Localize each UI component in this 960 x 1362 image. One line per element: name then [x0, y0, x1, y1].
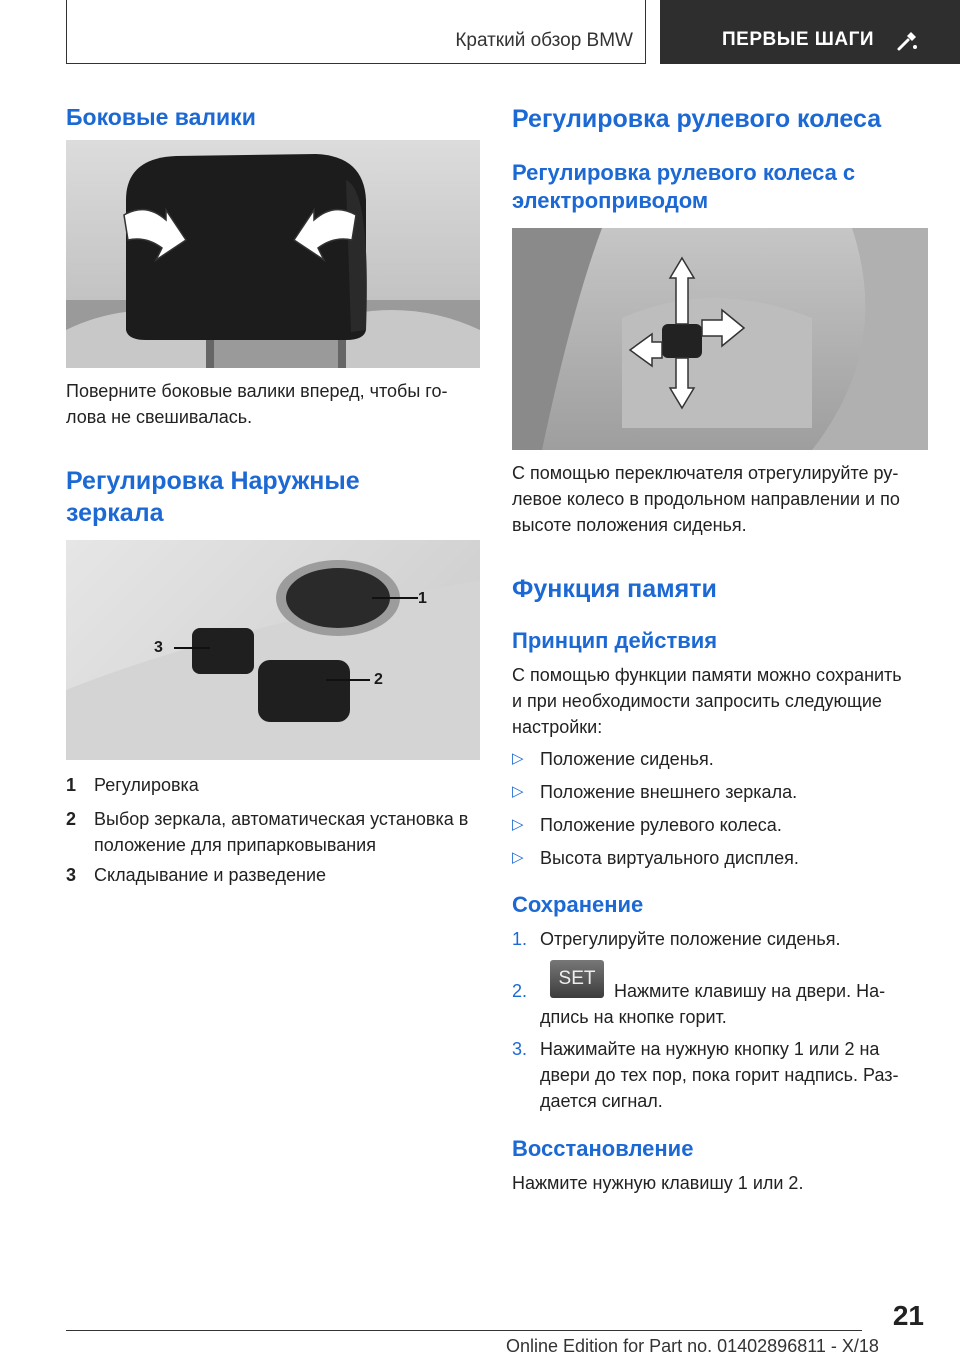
side-bolsters-text: Поверните боковые валики вперед, чтобы го- лова не свешивалась. [66, 381, 448, 427]
footer-text: Online Edition for Part no. 01402896811 - X/18 [506, 1336, 879, 1356]
list-item [512, 1036, 928, 1114]
mirrors-heading-line1: Регулировка Наружные [66, 467, 360, 495]
mirror-callout-1: 1 [418, 590, 427, 607]
list-item [66, 772, 480, 798]
bullet-text: Положение сиденья. [540, 749, 714, 769]
footer-divider [66, 1330, 862, 1331]
list-item [512, 746, 928, 772]
steering-text: С помощью переключателя отрегулируйте ру- левое колесо в продольном направлении и по высоте положения сиденья. [512, 463, 900, 535]
set-key-icon: SET [550, 960, 604, 998]
step-text: Нажимайте на нужную кнопку 1 или 2 на двери до тех пор, пока горит надпись. Раз- дается сигнал. [540, 1039, 899, 1111]
header-chapter-title: ПЕРВЫЕ ШАГИ [722, 29, 875, 50]
steering-heading: Регулировка рулевого колеса [512, 105, 882, 133]
step-text: Отрегулируйте положение сиденья. [540, 929, 841, 949]
step-number: 2. [512, 981, 528, 1001]
list-item [512, 779, 928, 805]
list-item [66, 862, 480, 888]
item-text: Складывание и разведение [94, 865, 327, 885]
list-item [512, 978, 928, 1030]
principle-heading: Принцип действия [512, 628, 718, 653]
triangle-bullet-icon: ▷ [512, 849, 524, 866]
list-item [512, 845, 928, 871]
steering-subheading-line2: электроприводом [512, 188, 709, 213]
bullet-text: Высота виртуального дисплея. [540, 848, 799, 868]
item-number: 2 [66, 809, 77, 829]
restore-heading: Восстановление [512, 1136, 694, 1161]
bullet-text: Положение рулевого колеса. [540, 815, 782, 835]
list-item [512, 926, 928, 952]
header-section-title: Краткий обзор BMW [455, 30, 633, 51]
list-item [512, 812, 928, 838]
wrench-screwdriver-icon [896, 28, 920, 52]
item-number: 3 [66, 865, 77, 885]
mirror-controls-image [66, 540, 480, 760]
side-bolsters-heading: Боковые валики [66, 104, 256, 130]
page-number: 21 [892, 1300, 924, 1331]
header-section-box [66, 0, 646, 64]
step-text: Нажмите клавишу на двери. На- дпись на кнопке горит. [540, 981, 886, 1027]
step-number: 1. [512, 929, 528, 949]
item-text: Выбор зеркала, автоматическая установка в положение для припарковывания [94, 809, 469, 855]
steering-switch-image [512, 228, 928, 450]
item-number: 1 [66, 775, 77, 795]
triangle-bullet-icon: ▷ [512, 783, 524, 800]
bullet-text: Положение внешнего зеркала. [540, 782, 798, 802]
item-text: Регулировка [94, 775, 199, 795]
mirror-callout-2: 2 [374, 671, 383, 688]
steering-subheading-line1: Регулировка рулевого колеса с [512, 160, 856, 185]
mirror-callout-3: 3 [154, 639, 163, 656]
triangle-bullet-icon: ▷ [512, 750, 524, 767]
save-heading: Сохранение [512, 892, 644, 917]
headrest-image [66, 140, 480, 368]
triangle-bullet-icon: ▷ [512, 816, 524, 833]
list-item [66, 806, 480, 858]
principle-text: С помощью функции памяти можно сохранить и при необходимости запросить следующие настройки: [512, 665, 902, 737]
restore-text: Нажмите нужную клавишу 1 или 2. [512, 1173, 804, 1193]
header-chapter-box [660, 0, 960, 64]
memory-heading: Функция памяти [512, 575, 717, 603]
step-number: 3. [512, 1039, 528, 1059]
mirrors-heading-line2: зеркала [66, 499, 164, 527]
